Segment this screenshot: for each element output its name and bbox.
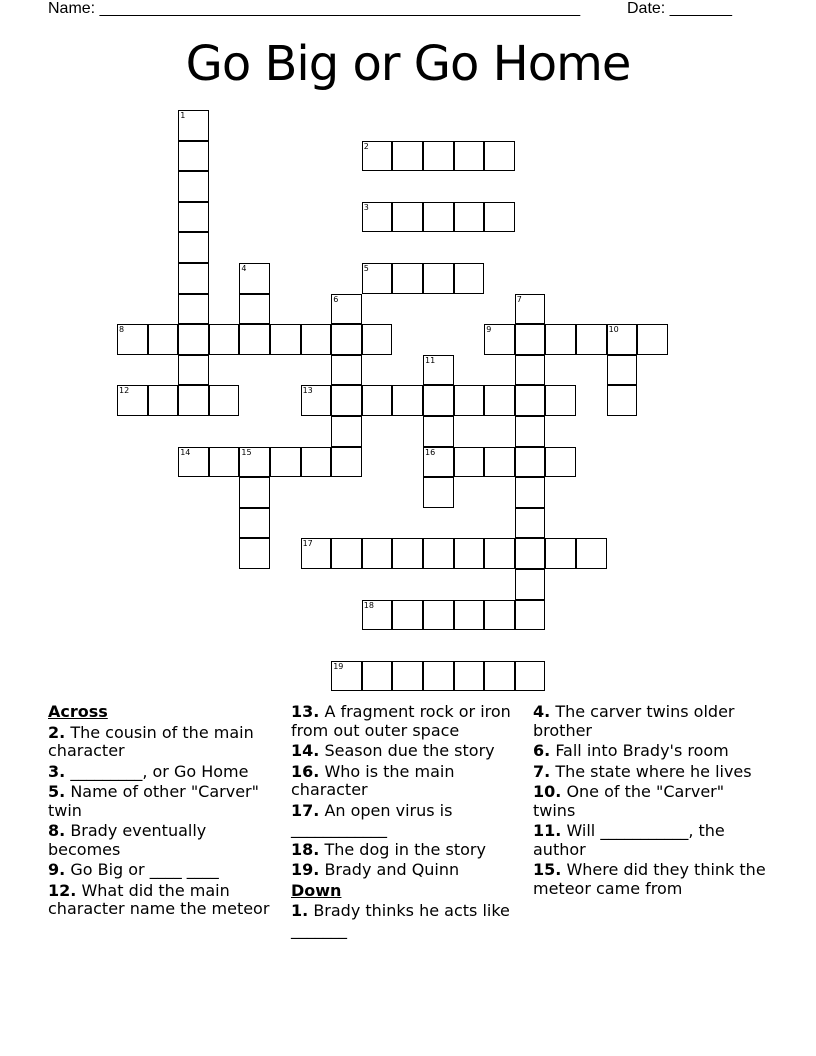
grid-cell[interactable] xyxy=(209,385,240,416)
grid-cell[interactable] xyxy=(270,324,301,355)
clue-number: 18 xyxy=(363,600,374,610)
clue-across-18: 18. The dog in the story xyxy=(291,839,486,859)
grid-cell[interactable] xyxy=(515,294,546,325)
grid-cell[interactable] xyxy=(392,141,423,172)
clue-across-16: 16. Who is the main character xyxy=(291,761,455,799)
grid-cell[interactable] xyxy=(423,477,454,508)
name-field-label: Name: ______________________________________________________ xyxy=(48,0,581,17)
grid-cell[interactable] xyxy=(454,385,485,416)
grid-cell[interactable] xyxy=(209,447,240,478)
clue-across-8: 8. Brady eventually becomes xyxy=(48,821,207,859)
grid-cell[interactable] xyxy=(484,661,515,692)
grid-cell[interactable] xyxy=(331,385,362,416)
clue-across-9: 9. Go Big or ____ ____ xyxy=(48,860,219,879)
clue-across-19: 19. Brady and Quinn xyxy=(291,860,460,879)
grid-cell[interactable] xyxy=(239,538,270,569)
grid-cell[interactable] xyxy=(270,447,301,478)
grid-cell[interactable] xyxy=(545,538,576,569)
clue-down-11: 11. Will ___________, the author xyxy=(533,821,725,859)
grid-cell[interactable] xyxy=(484,385,515,416)
grid-cell[interactable] xyxy=(301,447,332,478)
grid-cell[interactable] xyxy=(454,141,485,172)
grid-cell[interactable] xyxy=(239,447,270,478)
grid-cell[interactable] xyxy=(301,385,332,416)
clue-down-6: 6. Fall into Brady's room xyxy=(533,741,729,760)
clue-number: 9 xyxy=(486,325,492,335)
crossword-grid xyxy=(117,110,677,710)
grid-cell[interactable] xyxy=(362,263,393,294)
across-heading: Across xyxy=(48,702,108,721)
grid-cell[interactable] xyxy=(423,263,454,294)
grid-cell[interactable] xyxy=(515,600,546,631)
clue-number: 7 xyxy=(516,294,522,304)
grid-cell[interactable] xyxy=(392,538,423,569)
grid-cell[interactable] xyxy=(178,355,209,386)
grid-cell[interactable] xyxy=(454,661,485,692)
grid-cell[interactable] xyxy=(362,661,393,692)
clue-down-1: 1. Brady thinks he acts like _______ xyxy=(291,901,510,939)
grid-cell[interactable] xyxy=(362,538,393,569)
clue-across-17: 17. An open virus is ____________ xyxy=(291,800,453,838)
grid-cell[interactable] xyxy=(607,324,638,355)
clue-number: 2 xyxy=(363,141,369,151)
grid-cell[interactable] xyxy=(392,202,423,233)
grid-cell[interactable] xyxy=(331,324,362,355)
grid-cell[interactable] xyxy=(484,600,515,631)
grid-cell[interactable] xyxy=(484,141,515,172)
clue-number: 10 xyxy=(608,325,619,335)
grid-cell[interactable] xyxy=(178,110,209,141)
grid-cell[interactable] xyxy=(484,202,515,233)
clue-number: 13 xyxy=(302,386,313,396)
grid-cell[interactable] xyxy=(239,324,270,355)
grid-cell[interactable] xyxy=(331,661,362,692)
grid-cell[interactable] xyxy=(392,263,423,294)
grid-cell[interactable] xyxy=(454,447,485,478)
clue-down-4: 4. The carver twins older brother xyxy=(533,702,735,740)
clues-column-2 xyxy=(291,703,526,941)
grid-cell[interactable] xyxy=(331,538,362,569)
clue-across-14: 14. Season due the story xyxy=(291,741,495,760)
grid-cell[interactable] xyxy=(515,385,546,416)
grid-cell[interactable] xyxy=(423,416,454,447)
grid-cell[interactable] xyxy=(607,355,638,386)
down-heading: Down xyxy=(291,880,342,900)
clue-across-3: 3. _________, or Go Home xyxy=(48,761,249,781)
clue-down-10: 10. One of the "Carver" twins xyxy=(533,782,725,820)
grid-cell[interactable] xyxy=(117,324,148,355)
clue-number: 12 xyxy=(119,386,130,396)
clues-column-1 xyxy=(48,703,283,921)
grid-cell[interactable] xyxy=(423,202,454,233)
clue-across-12: 12. What did the main character name the meteor xyxy=(48,880,270,918)
grid-cell[interactable] xyxy=(178,294,209,325)
clues-column-3 xyxy=(533,703,768,900)
grid-cell[interactable] xyxy=(423,355,454,386)
grid-cell[interactable] xyxy=(545,447,576,478)
clue-down-15: 15. Where did they think the meteor came from xyxy=(533,860,766,898)
grid-cell[interactable] xyxy=(178,324,209,355)
grid-cell[interactable] xyxy=(576,324,607,355)
grid-cell[interactable] xyxy=(362,600,393,631)
clue-across-5: 5. Name of other "Carver" twin xyxy=(48,782,259,820)
clue-number: 17 xyxy=(302,539,313,549)
grid-cell[interactable] xyxy=(362,385,393,416)
clue-number: 4 xyxy=(241,264,247,273)
grid-cell[interactable] xyxy=(515,416,546,447)
date-field-label: Date: _______ xyxy=(627,0,732,17)
grid-cell[interactable] xyxy=(515,447,546,478)
grid-cell[interactable] xyxy=(423,538,454,569)
grid-cell[interactable] xyxy=(178,141,209,172)
grid-cell[interactable] xyxy=(484,538,515,569)
grid-cell[interactable] xyxy=(331,355,362,386)
grid-cell[interactable] xyxy=(178,171,209,202)
grid-cell[interactable] xyxy=(545,324,576,355)
grid-cell[interactable] xyxy=(515,661,546,692)
grid-cell[interactable] xyxy=(331,416,362,447)
grid-cell[interactable] xyxy=(392,661,423,692)
grid-cell[interactable] xyxy=(178,263,209,294)
grid-cell[interactable] xyxy=(239,508,270,539)
grid-cell[interactable] xyxy=(515,538,546,569)
grid-cell[interactable] xyxy=(362,324,393,355)
grid-cell[interactable] xyxy=(362,202,393,233)
grid-cell[interactable] xyxy=(423,141,454,172)
grid-cell[interactable] xyxy=(454,538,485,569)
grid-cell[interactable] xyxy=(423,447,454,478)
grid-cell[interactable] xyxy=(637,324,668,355)
clue-number: 5 xyxy=(363,264,369,273)
page-title: Go Big or Go Home xyxy=(185,36,631,92)
grid-cell[interactable] xyxy=(423,661,454,692)
grid-cell[interactable] xyxy=(301,324,332,355)
grid-cell[interactable] xyxy=(209,324,240,355)
clue-number: 15 xyxy=(241,447,252,457)
grid-cell[interactable] xyxy=(576,538,607,569)
clue-number: 16 xyxy=(425,447,436,457)
grid-cell[interactable] xyxy=(239,294,270,325)
clue-number: 19 xyxy=(333,661,344,671)
grid-cell[interactable] xyxy=(484,447,515,478)
grid-cell[interactable] xyxy=(301,538,332,569)
grid-cell[interactable] xyxy=(178,447,209,478)
grid-cell[interactable] xyxy=(423,385,454,416)
clue-number: 8 xyxy=(119,325,125,335)
grid-cell[interactable] xyxy=(454,263,485,294)
grid-cell[interactable] xyxy=(148,324,179,355)
grid-cell[interactable] xyxy=(515,508,546,539)
clue-number: 3 xyxy=(363,202,369,212)
grid-cell[interactable] xyxy=(331,447,362,478)
clue-number: 6 xyxy=(333,294,339,304)
clue-across-2: 2. The cousin of the main character xyxy=(48,722,254,760)
clue-across-13: 13. A fragment rock or iron from out outer space xyxy=(291,702,511,740)
clue-number: 1 xyxy=(180,111,186,120)
grid-cell[interactable] xyxy=(423,600,454,631)
clue-number: 14 xyxy=(180,447,191,457)
grid-cell[interactable] xyxy=(117,385,148,416)
grid-cell[interactable] xyxy=(515,569,546,600)
grid-cell[interactable] xyxy=(515,324,546,355)
grid-cell[interactable] xyxy=(484,324,515,355)
grid-cell[interactable] xyxy=(239,263,270,294)
grid-cell[interactable] xyxy=(331,294,362,325)
grid-cell[interactable] xyxy=(454,600,485,631)
grid-cell[interactable] xyxy=(392,385,423,416)
grid-cell[interactable] xyxy=(178,232,209,263)
grid-cell[interactable] xyxy=(392,600,423,631)
grid-cell[interactable] xyxy=(515,477,546,508)
grid-cell[interactable] xyxy=(515,355,546,386)
grid-cell[interactable] xyxy=(454,202,485,233)
grid-cell[interactable] xyxy=(545,385,576,416)
grid-cell[interactable] xyxy=(239,477,270,508)
clue-number: 11 xyxy=(425,355,436,365)
clue-down-7: 7. The state where he lives xyxy=(533,761,752,781)
grid-cell[interactable] xyxy=(178,385,209,416)
grid-cell[interactable] xyxy=(362,141,393,172)
grid-cell[interactable] xyxy=(178,202,209,233)
grid-cell[interactable] xyxy=(607,385,638,416)
grid-cell[interactable] xyxy=(148,385,179,416)
